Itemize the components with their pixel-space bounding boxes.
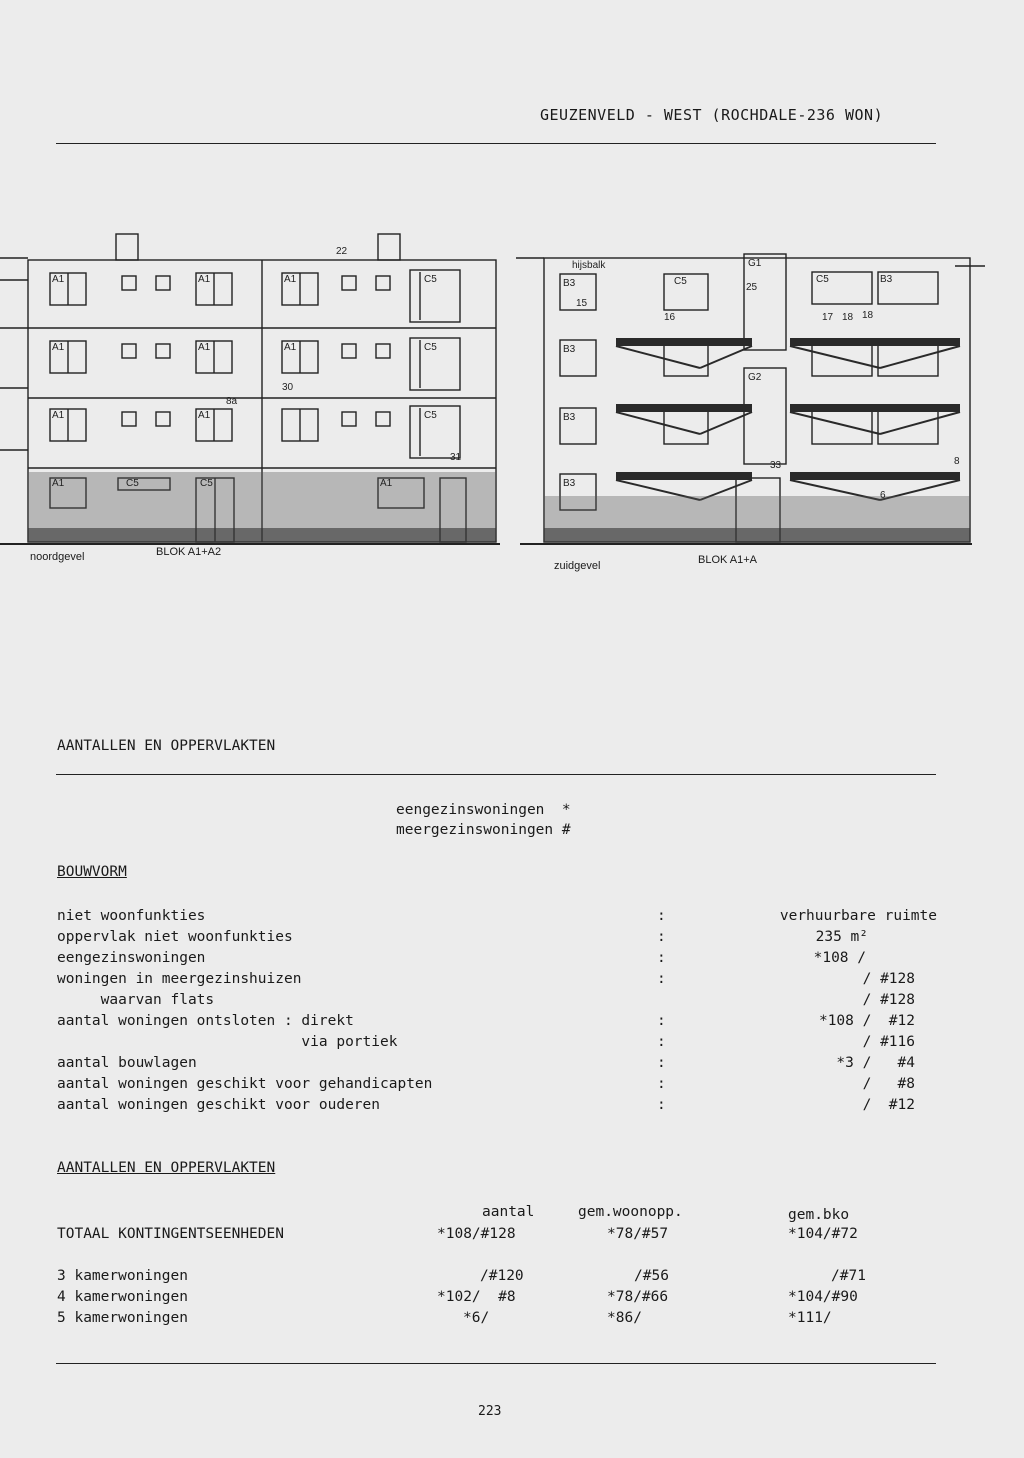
page-number: 223: [478, 1404, 502, 1419]
svg-text:C5: C5: [424, 410, 437, 421]
row-value: / #8: [862, 1076, 915, 1092]
row-woonopp: *78/#66: [607, 1289, 669, 1305]
svg-text:33: 33: [770, 460, 782, 471]
svg-text:B3: B3: [563, 478, 576, 489]
svg-text:C5: C5: [674, 276, 687, 287]
row-colon: :: [657, 908, 666, 924]
bouwvorm-heading: BOUWVORM: [57, 864, 127, 880]
zuidgevel-caption: zuidgevel: [554, 560, 601, 572]
table-row: [57, 1289, 937, 1309]
row-label: woningen in meergezinshuizen: [57, 971, 302, 987]
svg-text:A1: A1: [52, 274, 65, 285]
row-colon: :: [657, 929, 666, 945]
table-row: [57, 1310, 937, 1330]
table-row: [57, 1076, 937, 1096]
row-colon: :: [657, 1076, 666, 1092]
page-title: GEUZENVELD - WEST (ROCHDALE-236 WON): [540, 106, 884, 124]
elevation-drawings: [0, 228, 1024, 578]
row-label: aantal woningen ontsloten : direkt: [57, 1013, 354, 1029]
table-row: [57, 1034, 937, 1054]
svg-text:G1: G1: [748, 258, 762, 269]
row-label: 4 kamerwoningen: [57, 1289, 188, 1305]
svg-text:17: 17: [822, 312, 834, 323]
row-value: *3 / #4: [836, 1055, 915, 1071]
svg-text:A1: A1: [198, 342, 211, 353]
table-row: [57, 1055, 937, 1075]
title-rule: [56, 143, 936, 144]
row-label: niet woonfunkties: [57, 908, 206, 924]
row-aantal: *6/: [463, 1310, 490, 1326]
table-row: [57, 950, 937, 970]
row-colon: :: [657, 971, 666, 987]
col-header-aantal: aantal: [482, 1204, 535, 1220]
svg-text:C5: C5: [200, 478, 213, 489]
row-value: 235 m²: [815, 929, 868, 945]
row-aantal: /#120: [480, 1268, 524, 1284]
svg-text:22: 22: [336, 246, 348, 257]
svg-text:C5: C5: [816, 274, 829, 285]
row-value: *108 /: [813, 950, 866, 966]
row-bko: *104/#72: [788, 1226, 858, 1242]
svg-text:30: 30: [282, 382, 294, 393]
table-row: [57, 1097, 937, 1117]
row-value: / #128: [862, 992, 915, 1008]
row-value: verhuurbare ruimte: [779, 908, 937, 924]
svg-text:25: 25: [746, 282, 758, 293]
row-value: *108 / #12: [818, 1013, 915, 1029]
legend-single: eengezinswoningen *: [396, 802, 571, 818]
svg-text:18: 18: [862, 310, 874, 321]
table-row: [57, 1268, 937, 1288]
table-row: [57, 971, 937, 991]
row-colon: :: [657, 950, 666, 966]
table-row: [57, 1013, 937, 1033]
svg-text:A1: A1: [52, 342, 65, 353]
svg-text:B3: B3: [563, 412, 576, 423]
row-label: oppervlak niet woonfunkties: [57, 929, 293, 945]
col-header-bko: gem.bko: [788, 1207, 850, 1223]
footer-rule: [56, 1363, 936, 1364]
table-row: [57, 992, 937, 1012]
row-bko: /#71: [831, 1268, 866, 1284]
svg-text:A1: A1: [198, 274, 211, 285]
row-bko: *111/: [788, 1310, 832, 1326]
row-label: via portiek: [57, 1034, 398, 1050]
row-label: aantal woningen geschikt voor gehandicapten: [57, 1076, 433, 1092]
row-colon: :: [657, 1013, 666, 1029]
svg-text:A1: A1: [380, 478, 393, 489]
svg-text:31: 31: [450, 452, 462, 463]
row-value: / #12: [862, 1097, 915, 1113]
row-colon: :: [657, 1034, 666, 1050]
svg-text:B3: B3: [563, 278, 576, 289]
svg-text:8a: 8a: [226, 396, 238, 407]
svg-text:B3: B3: [880, 274, 893, 285]
left-block-caption: BLOK A1+A2: [156, 546, 222, 558]
row-label: aantal woningen geschikt voor ouderen: [57, 1097, 381, 1113]
svg-text:A1: A1: [52, 410, 65, 421]
right-block-caption: BLOK A1+A: [698, 554, 758, 566]
svg-text:6: 6: [880, 490, 886, 501]
svg-text:15: 15: [576, 298, 588, 309]
table-row: [57, 908, 937, 928]
svg-text:C5: C5: [126, 478, 139, 489]
svg-text:A1: A1: [52, 478, 65, 489]
row-label: 3 kamerwoningen: [57, 1268, 188, 1284]
row-label: TOTAAL KONTINGENTSEENHEDEN: [57, 1226, 284, 1242]
row-aantal: *108/#128: [437, 1226, 516, 1242]
svg-text:8: 8: [954, 456, 960, 467]
svg-text:A1: A1: [284, 342, 297, 353]
row-woonopp: *78/#57: [607, 1226, 669, 1242]
section-heading: AANTALLEN EN OPPERVLAKTEN: [57, 738, 276, 754]
row-label: 5 kamerwoningen: [57, 1310, 188, 1326]
legend-multi: meergezinswoningen #: [396, 822, 571, 838]
svg-text:G2: G2: [748, 372, 762, 383]
noordgevel-caption: noordgevel: [30, 551, 85, 563]
table-row: [57, 929, 937, 949]
row-colon: :: [657, 1097, 666, 1113]
svg-text:C5: C5: [424, 342, 437, 353]
svg-text:18: 18: [842, 312, 854, 323]
row-woonopp: /#56: [634, 1268, 669, 1284]
svg-text:hijsbalk: hijsbalk: [572, 260, 606, 271]
svg-text:16: 16: [664, 312, 676, 323]
svg-text:A1: A1: [198, 410, 211, 421]
section2-heading: AANTALLEN EN OPPERVLAKTEN: [57, 1160, 276, 1176]
row-label: aantal bouwlagen: [57, 1055, 197, 1071]
row-woonopp: *86/: [607, 1310, 642, 1326]
row-label: eengezinswoningen: [57, 950, 206, 966]
row-label: waarvan flats: [57, 992, 215, 1008]
row-value: / #116: [862, 1034, 915, 1050]
row-colon: :: [657, 1055, 666, 1071]
row-bko: *104/#90: [788, 1289, 858, 1305]
col-header-woonopp: gem.woonopp.: [578, 1204, 683, 1220]
svg-text:B3: B3: [563, 344, 576, 355]
row-value: / #128: [862, 971, 915, 987]
section-rule: [56, 774, 936, 775]
svg-text:A1: A1: [284, 274, 297, 285]
row-aantal: *102/ #8: [437, 1289, 516, 1305]
svg-text:C5: C5: [424, 274, 437, 285]
table-row-total: [57, 1226, 937, 1246]
